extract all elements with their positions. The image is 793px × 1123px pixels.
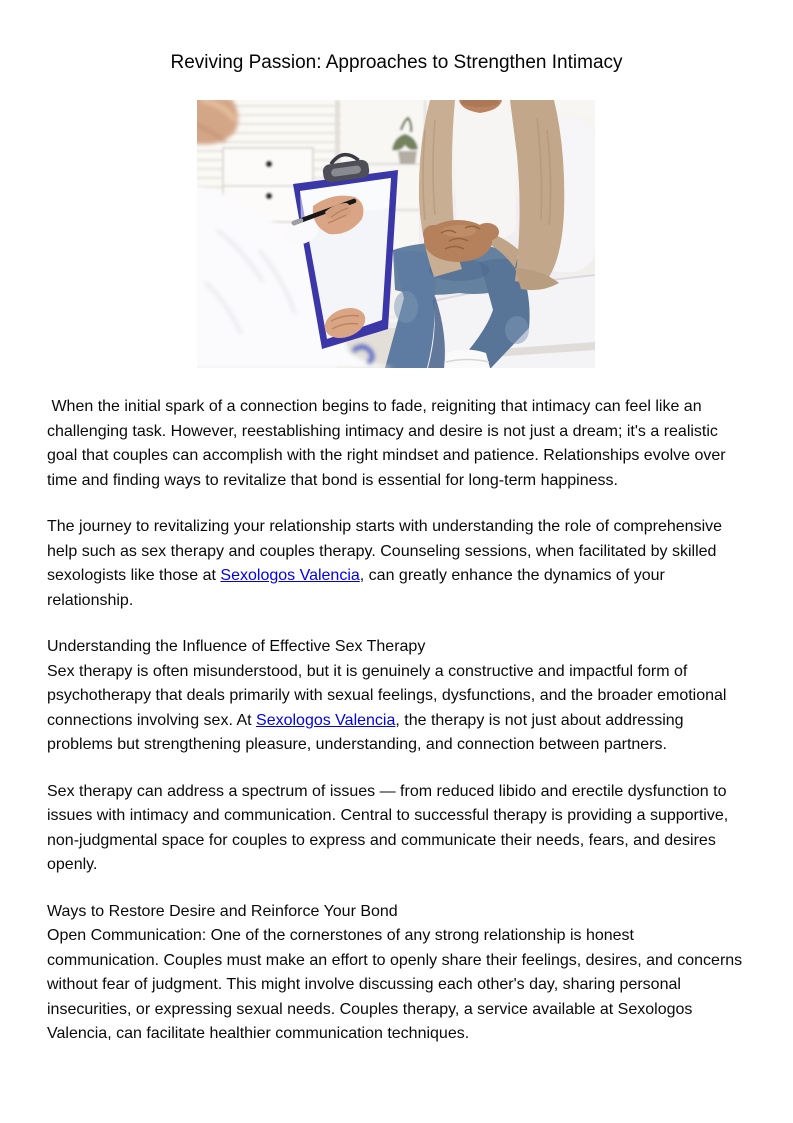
text-run: , the therapy is not just about addressing problems but strengthening pleasure, understanding, and connection between partners.: [47, 711, 684, 753]
paragraph-block: [47, 395, 747, 493]
text-run: , can greatly enhance the dynamics of your relationship.: [47, 567, 665, 609]
text-run: The journey to revitalizing your relationship starts with understanding the role of comprehensive help such as sex therapy and couples therapy. Counseling sessions, when facilitated by skilled sexologists like those at: [47, 518, 723, 584]
article-image: [197, 100, 595, 368]
text-run: Open Communication: One of the cornerstones of any strong relationship is honest communication. Couples must make an effort to openly share their feelings, desires, and concerns without fear of judgment. This might involve discussing each other's day, sharing personal insecurities, or expressing sexual needs. Couples therapy, a service available at Sexologos Valencia, can facilitate healthier communication techniques.: [47, 927, 743, 1042]
paragraph-block: [47, 780, 747, 878]
section-heading: Ways to Restore Desire and Reinforce Your Bond: [47, 902, 398, 920]
white-sneaker: [445, 350, 490, 369]
text-run: Sex therapy is often misunderstood, but it is genuinely a constructive and impactful form of psychotherapy that deals primarily with sexual feelings, dysfunctions, and the broader emotional connections involving sex. At: [47, 662, 727, 729]
article-body: [47, 395, 747, 1069]
text-run: Sex therapy can address a spectrum of issues — from reduced libido and erectile dysfunction to issues with intimacy and communication. Central to successful therapy is providing a supportive, non-judgmental space for couples to express and communicate their needs, fears, and desires openly.: [47, 782, 729, 873]
sexologos-valencia-link[interactable]: Sexologos Valencia: [256, 711, 396, 729]
section-block: [47, 635, 747, 758]
section-heading: Understanding the Influence of Effective Sex Therapy: [47, 638, 426, 655]
text-run: When the initial spark of a connection begins to fade, reigniting that intimacy can feel like an challenging task. However, reestablishing intimacy and desire is not just a dream; it's a realistic goal that couples can accomplish with the right mindset and patience. Relationships evolve over time and finding ways to revitalize that bond is essential for long-term happiness.: [47, 398, 726, 489]
paragraph-block: [47, 515, 747, 613]
therapy-session-photo: [197, 100, 595, 368]
sexologos-valencia-link[interactable]: Sexologos Valencia: [220, 567, 360, 584]
article-title: Reviving Passion: Approaches to Strengthen Intimacy: [170, 52, 623, 73]
section-block: [47, 900, 747, 1047]
